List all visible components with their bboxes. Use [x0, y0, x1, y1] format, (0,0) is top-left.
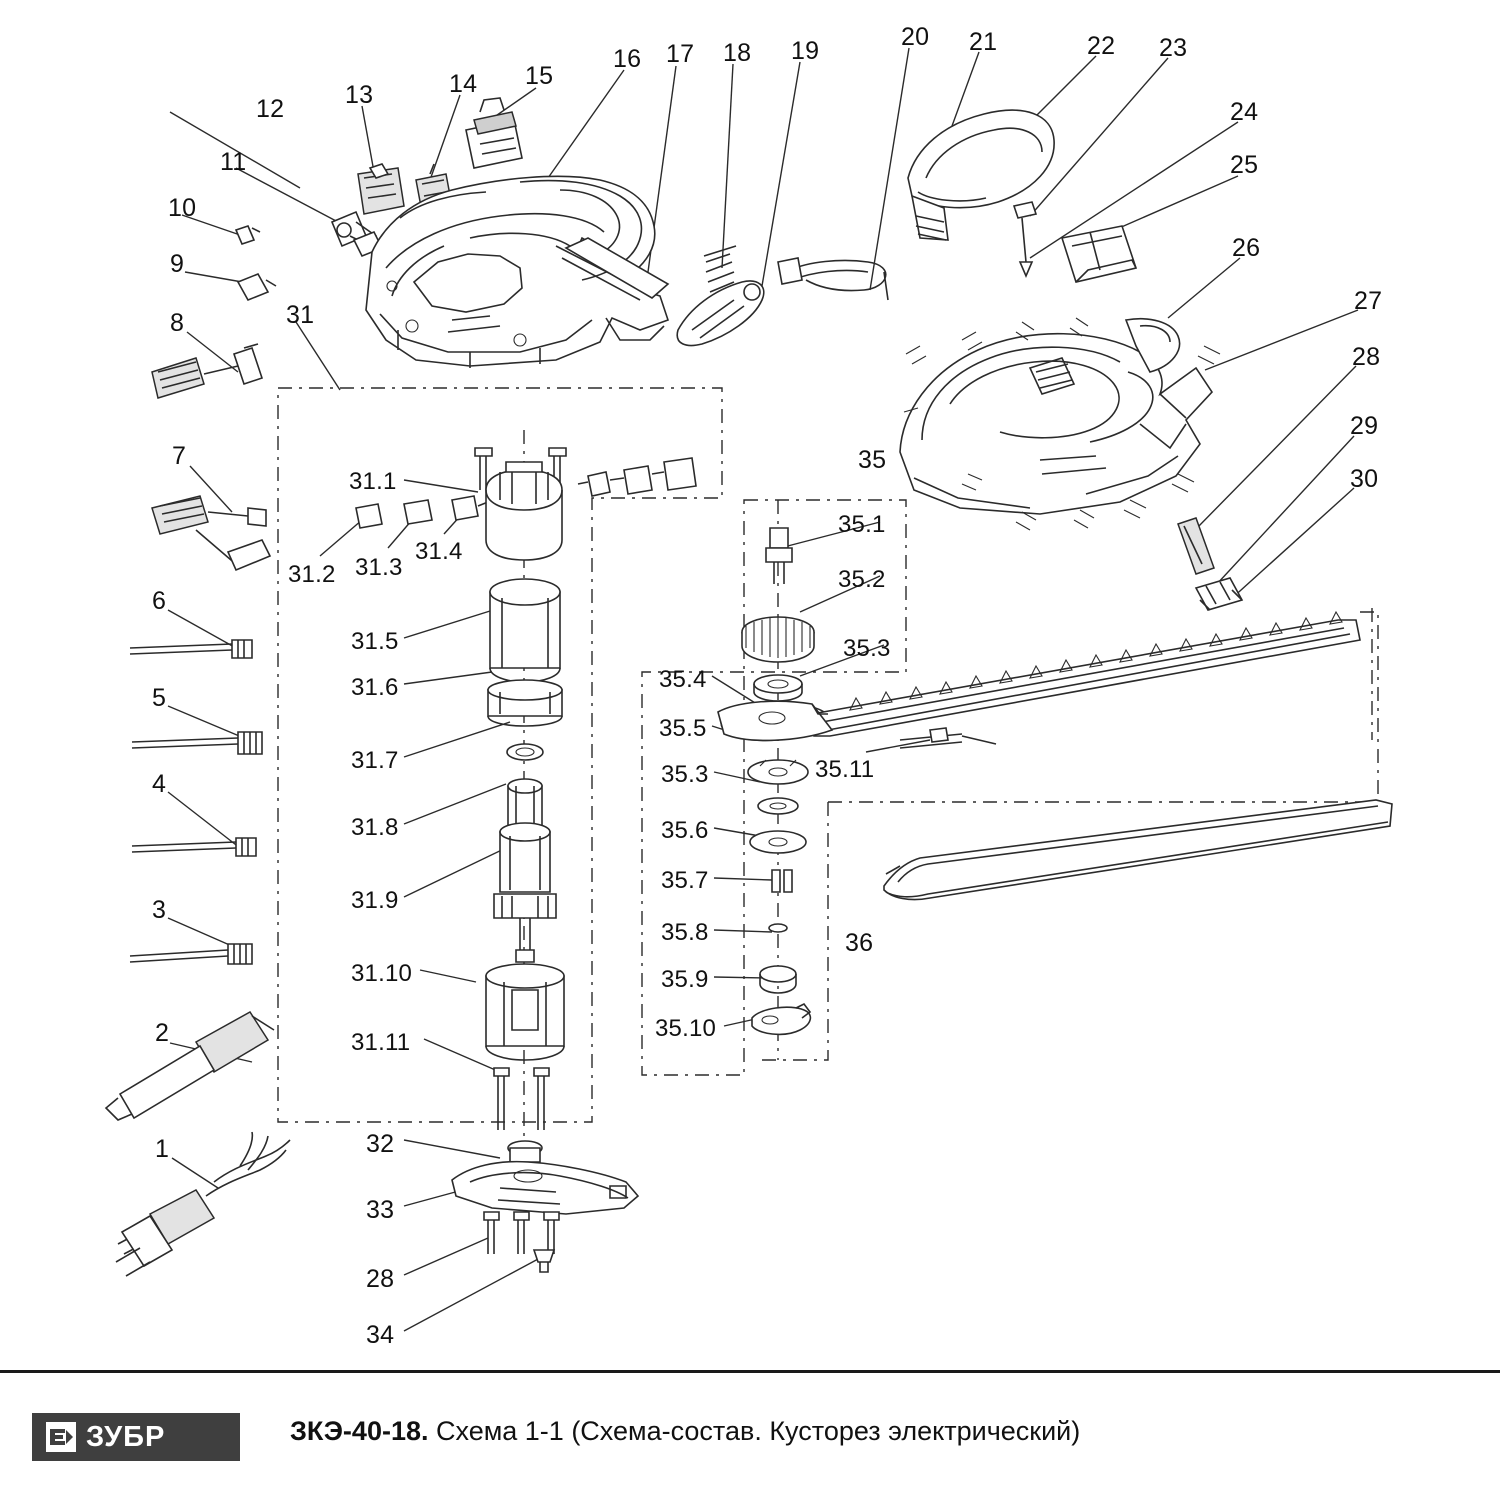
callout-9: 9 — [170, 250, 185, 278]
callout-35: 35 — [858, 446, 887, 474]
callout-6: 6 — [152, 587, 167, 615]
callout-21: 21 — [969, 28, 998, 56]
callout-32: 32 — [366, 1130, 395, 1158]
callout-14: 14 — [449, 70, 478, 98]
part-8-lever — [152, 344, 262, 398]
footer — [0, 1370, 1500, 1500]
brand-badge — [32, 1413, 240, 1461]
callout-33: 33 — [366, 1196, 395, 1224]
callout-12: 12 — [256, 95, 285, 123]
parts-32-34-base — [452, 1141, 638, 1272]
part-10-screw — [236, 226, 260, 244]
part-9-screw — [238, 274, 276, 300]
callout-35-3: 35.3 — [843, 635, 891, 662]
zubr-arrow-icon — [46, 1422, 76, 1452]
callout-22: 22 — [1087, 32, 1116, 60]
footer-divider — [0, 1370, 1500, 1373]
part-6-screw — [130, 640, 252, 658]
callout-5: 5 — [152, 684, 167, 712]
callout-31-7: 31.7 — [351, 747, 399, 774]
callout-19: 19 — [791, 37, 820, 65]
callout-29: 29 — [1350, 412, 1379, 440]
callout-13: 13 — [345, 81, 374, 109]
callout-31-4: 31.4 — [415, 538, 463, 565]
part-7-strain-relief — [152, 496, 270, 570]
part-1-power-cord — [116, 1132, 290, 1276]
part-5-screw — [132, 732, 262, 754]
part-26-27-assembled-housing — [900, 318, 1220, 530]
callout-35-2: 35.2 — [838, 566, 886, 593]
callout-35-7: 35.7 — [661, 867, 709, 894]
callout-30: 30 — [1350, 465, 1379, 493]
callout-3: 3 — [152, 896, 167, 924]
callout-35-8: 35.8 — [661, 919, 709, 946]
part-16-17-housing-left — [366, 176, 668, 368]
part-36-blade-cover — [884, 800, 1392, 900]
callout-31-5: 31.5 — [351, 628, 399, 655]
part-4-screw — [132, 838, 256, 856]
callout-31-6: 31.6 — [351, 674, 399, 701]
callout-31-9: 31.9 — [351, 887, 399, 914]
brand-name: ЗУБР — [86, 1420, 166, 1453]
part-24-25-side-plate — [1062, 226, 1136, 282]
part-30-clamp — [1196, 578, 1242, 610]
callout-31-1: 31.1 — [349, 468, 397, 495]
callout-25: 25 — [1230, 151, 1259, 179]
callout-17: 17 — [666, 40, 695, 68]
callout-4: 4 — [152, 770, 167, 798]
callout-23: 23 — [1159, 34, 1188, 62]
callout-31-10: 31.10 — [351, 960, 413, 987]
callout-20: 20 — [901, 23, 930, 51]
callout-27: 27 — [1354, 287, 1383, 315]
part-28-29-key — [1178, 518, 1214, 574]
group-35-gear-drive — [721, 500, 829, 1060]
model-number: ЗКЭ-40-18. — [290, 1416, 429, 1446]
group-boundaries — [278, 388, 1378, 1122]
part-19-trigger-lever — [677, 281, 764, 345]
callout-1: 1 — [155, 1135, 170, 1163]
callout-35-4: 35.4 — [659, 666, 707, 693]
callout-28-b: 28 — [366, 1265, 395, 1293]
callout-8: 8 — [170, 309, 185, 337]
callout-35-9: 35.9 — [661, 966, 709, 993]
callout-7: 7 — [172, 442, 187, 470]
callout-31-3: 31.3 — [355, 554, 403, 581]
callout-10: 10 — [168, 194, 197, 222]
callout-35-5: 35.5 — [659, 715, 707, 742]
part-13-switch-module — [358, 164, 404, 214]
callout-35-1: 35.1 — [838, 511, 886, 538]
callout-36: 36 — [845, 929, 874, 957]
callout-15: 15 — [525, 62, 554, 90]
callout-26: 26 — [1232, 234, 1261, 262]
callout-28: 28 — [1352, 343, 1381, 371]
callout-31-11: 31.11 — [351, 1029, 411, 1056]
callout-31-2: 31.2 — [288, 561, 336, 588]
part-2-tool — [106, 1012, 274, 1120]
callout-31: 31 — [286, 301, 315, 329]
callout-18: 18 — [723, 39, 752, 67]
scheme-caption — [290, 1416, 1080, 1447]
callout-11: 11 — [220, 148, 247, 176]
callout-2: 2 — [155, 1019, 170, 1047]
callout-35-11: 35.11 — [815, 756, 875, 783]
callout-35-10: 35.10 — [655, 1015, 717, 1042]
scheme-description: Схема 1-1 (Схема-состав. Кусторез электрический) — [436, 1416, 1081, 1446]
callout-31-8: 31.8 — [351, 814, 399, 841]
callout-35-3-b: 35.3 — [661, 761, 709, 788]
callout-16: 16 — [613, 45, 642, 73]
part-3-screw — [130, 944, 252, 964]
callout-35-6: 35.6 — [661, 817, 709, 844]
callout-24: 24 — [1230, 98, 1259, 126]
part-15-switch — [466, 98, 522, 168]
part-22-23-rear-cover — [908, 110, 1054, 276]
callout-34: 34 — [366, 1321, 395, 1349]
